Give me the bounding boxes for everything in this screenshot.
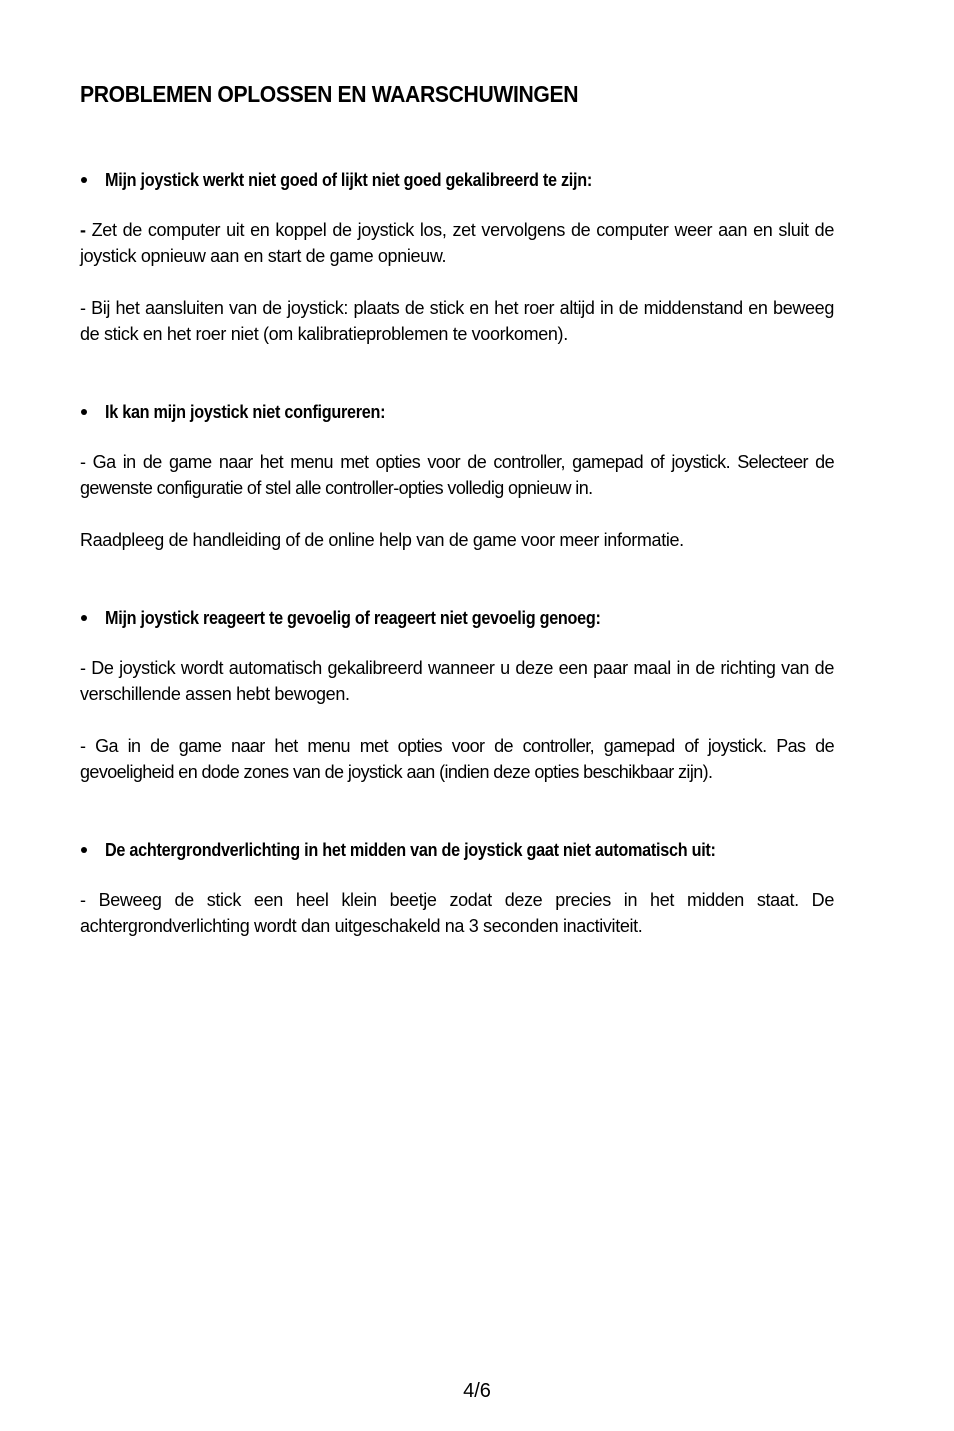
section-configuration: [80, 399, 834, 553]
paragraph: - Ga in de game naar het menu met opties voor de controller, gamepad of joystick. Selecteer de gewenste configuratie of stel alle controller-opties volledig opnieuw in.: [80, 452, 834, 498]
section-calibration: [80, 167, 834, 347]
page-number: 4/6: [463, 1380, 491, 1402]
section-heading: [80, 605, 834, 631]
section-heading: [80, 837, 834, 863]
bullet-icon: [81, 615, 87, 621]
bullet-icon: [81, 177, 87, 183]
paragraph-lead: -: [80, 220, 92, 240]
paragraph-text: Zet de computer uit en koppel de joystick los, zet vervolgens de computer weer aan en sluit de joystick opnieuw aan en start de game opnieuw.: [80, 220, 834, 266]
section-heading-label: De achtergrondverlichting in het midden van de joystick gaat niet automatisch uit:: [105, 840, 716, 860]
bullet-icon: [81, 409, 87, 415]
document-body: [80, 78, 834, 965]
section-heading: [80, 167, 834, 193]
paragraph: - Ga in de game naar het menu met opties voor de controller, gamepad of joystick. Pas de gevoeligheid en dode zones van de joystick aan (indien deze opties beschikbaar zijn).: [80, 736, 834, 782]
section-heading-label: Ik kan mijn joystick niet configureren:: [105, 402, 386, 422]
paragraph: Raadpleeg de handleiding of de online help van de game voor meer informatie.: [80, 530, 684, 550]
paragraph: - De joystick wordt automatisch gekalibreerd wanneer u deze een paar maal in de richting van de verschillende assen hebt bewogen.: [80, 658, 834, 704]
section-heading-label: Mijn joystick reageert te gevoelig of reageert niet gevoelig genoeg:: [105, 608, 601, 628]
section-heading-label: Mijn joystick werkt niet goed of lijkt niet goed gekalibreerd te zijn:: [105, 170, 592, 190]
section-backlight: [80, 837, 834, 939]
paragraph: - Bij het aansluiten van de joystick: plaats de stick en het roer altijd in de middenstand en beweeg de stick en het roer niet (om kalibratieproblemen te voorkomen).: [80, 298, 834, 344]
section-sensitivity: [80, 605, 834, 785]
section-heading: [80, 399, 834, 425]
bullet-icon: [81, 847, 87, 853]
paragraph: - Beweeg de stick een heel klein beetje zodat deze precies in het midden staat. De achtergrondverlichting wordt dan uitgeschakeld na 3 seconden inactiviteit.: [80, 890, 834, 936]
paragraph: [80, 217, 834, 269]
page-title: PROBLEMEN OPLOSSEN EN WAARSCHUWINGEN: [80, 81, 579, 107]
